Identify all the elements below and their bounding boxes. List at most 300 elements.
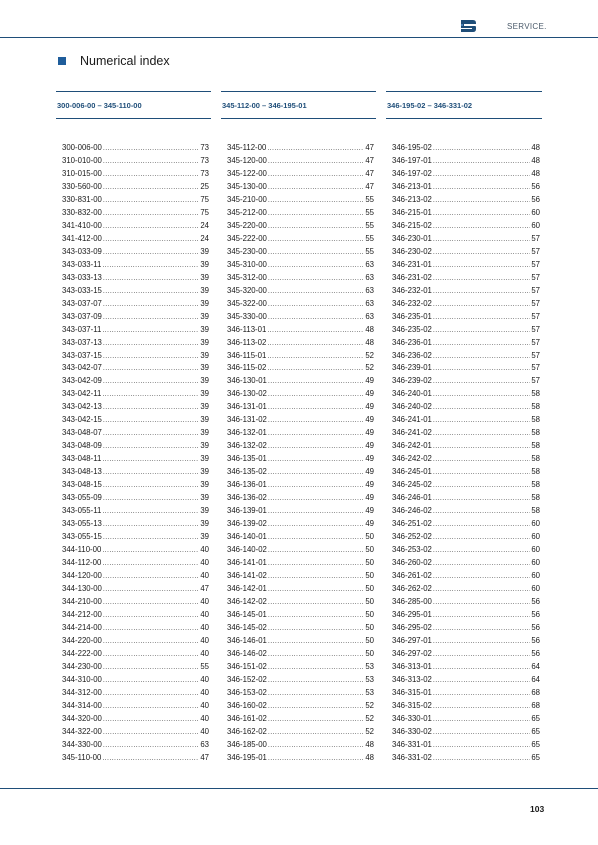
part-number: 343-055-11: [62, 506, 102, 516]
index-row: [62, 713, 209, 726]
dot-leader: [103, 532, 199, 545]
dot-leader: [268, 299, 364, 312]
index-row: [227, 557, 374, 570]
index-row: [227, 285, 374, 298]
part-number: 346-240-01: [392, 389, 432, 399]
part-number: 346-197-01: [392, 155, 432, 165]
index-row: [62, 570, 209, 583]
page-reference: 60: [531, 558, 540, 567]
part-number: 346-130-02: [227, 389, 267, 399]
dot-leader: [433, 415, 530, 428]
page-reference: 40: [200, 635, 209, 645]
dot-leader: [433, 636, 530, 649]
part-number: 346-246-01: [392, 493, 432, 503]
index-row: [392, 375, 540, 388]
part-number: 346-330-02: [392, 726, 432, 736]
part-number: 343-055-13: [62, 519, 102, 529]
dot-leader: [268, 247, 364, 260]
page-reference: 47: [365, 168, 374, 178]
index-row: [227, 272, 374, 285]
part-number: 344-330-00: [62, 739, 102, 749]
dot-leader: [433, 208, 530, 221]
dot-leader: [268, 740, 364, 753]
part-number: 346-131-02: [227, 415, 267, 425]
index-row: [227, 726, 374, 739]
part-number: 346-132-01: [227, 428, 267, 438]
dot-leader: [268, 532, 364, 545]
part-number: 346-136-01: [227, 480, 267, 490]
page-reference: 48: [531, 155, 540, 165]
dot-leader: [433, 545, 530, 558]
part-number: 346-160-02: [227, 700, 267, 710]
index-row: [227, 622, 374, 635]
page-reference: 52: [365, 363, 374, 373]
dot-leader: [268, 402, 364, 415]
page-reference: 57: [531, 246, 540, 256]
page-reference: 39: [200, 311, 209, 321]
index-row: [392, 168, 540, 181]
index-row: [62, 479, 209, 492]
page-reference: 50: [365, 570, 374, 580]
part-number: 343-042-11: [62, 389, 102, 399]
dot-leader: [433, 727, 530, 740]
dot-leader: [433, 441, 530, 454]
index-row: [392, 272, 540, 285]
index-column-3: [392, 142, 540, 765]
page-reference: 40: [200, 687, 209, 697]
dot-leader: [103, 402, 199, 415]
index-row: [392, 622, 540, 635]
page-reference: 55: [365, 207, 374, 217]
part-number: 346-295-01: [392, 609, 432, 619]
dot-leader: [103, 610, 199, 623]
part-number: 330-560-00: [62, 181, 102, 191]
index-row: [392, 362, 540, 375]
dot-leader: [268, 286, 364, 299]
page-reference: 40: [200, 700, 209, 710]
part-number: 345-322-00: [227, 298, 267, 308]
page-reference: 63: [365, 285, 374, 295]
dot-leader: [268, 195, 364, 208]
part-number: 346-135-02: [227, 467, 267, 477]
part-number: 346-195-02: [392, 143, 432, 152]
index-row: [227, 375, 374, 388]
page-reference: 63: [365, 272, 374, 282]
page-reference: 48: [365, 337, 374, 347]
index-row: [227, 142, 374, 155]
dot-leader: [268, 506, 364, 519]
index-row: [62, 155, 209, 168]
dot-leader: [433, 182, 530, 195]
part-number: 346-240-02: [392, 402, 432, 412]
index-row: [227, 233, 374, 246]
page-reference: 60: [531, 545, 540, 555]
part-number: 346-161-02: [227, 713, 267, 723]
index-row: [392, 648, 540, 661]
part-number: 346-146-01: [227, 635, 267, 645]
index-row: [392, 414, 540, 427]
dot-leader: [268, 727, 364, 740]
index-row: [62, 752, 209, 765]
dot-leader: [268, 454, 364, 467]
index-row: [62, 687, 209, 700]
page-reference: 52: [365, 350, 374, 360]
page-reference: 58: [531, 415, 540, 425]
part-number: 346-136-02: [227, 493, 267, 503]
dot-leader: [103, 208, 199, 221]
part-number: 346-145-01: [227, 609, 267, 619]
part-number: 344-112-00: [62, 558, 102, 567]
page-reference: 39: [200, 259, 209, 269]
part-number: 346-231-01: [392, 259, 432, 269]
index-row: [392, 609, 540, 622]
index-row: [392, 661, 540, 674]
part-number: 346-115-01: [227, 350, 267, 360]
index-row: [227, 401, 374, 414]
page-reference: 57: [531, 363, 540, 373]
index-row: [227, 700, 374, 713]
part-number: 346-242-02: [392, 454, 432, 464]
page-reference: 55: [200, 661, 209, 671]
part-number: 343-037-09: [62, 311, 102, 321]
page-reference: 39: [200, 272, 209, 282]
part-number: 346-297-02: [392, 648, 432, 658]
index-row: [227, 635, 374, 648]
page-reference: 50: [365, 622, 374, 632]
index-row: [62, 168, 209, 181]
brand-label: SERVICE.: [507, 22, 547, 31]
part-number: 346-131-01: [227, 402, 267, 412]
page-reference: 58: [531, 467, 540, 477]
index-row: [392, 583, 540, 596]
dot-leader: [268, 662, 364, 675]
index-row: [227, 181, 374, 194]
index-row: [227, 259, 374, 272]
page-reference: 60: [531, 519, 540, 529]
part-number: 344-120-00: [62, 570, 102, 580]
index-row: [227, 687, 374, 700]
index-row: [392, 388, 540, 401]
dot-leader: [268, 714, 364, 727]
dot-leader: [433, 402, 530, 415]
index-row: [392, 207, 540, 220]
part-number: 344-210-00: [62, 596, 102, 606]
part-number: 346-195-01: [227, 752, 267, 762]
part-number: 343-042-13: [62, 402, 102, 412]
dot-leader: [103, 727, 199, 740]
dot-leader: [103, 351, 199, 364]
index-row: [62, 388, 209, 401]
part-number: 346-232-02: [392, 298, 432, 308]
part-number: 346-215-01: [392, 207, 432, 217]
dot-leader: [433, 662, 530, 675]
part-number: 310-015-00: [62, 168, 102, 178]
service-logo-icon: [458, 16, 478, 36]
page-reference: 39: [200, 454, 209, 464]
page-reference: 49: [365, 428, 374, 438]
page-reference: 58: [531, 493, 540, 503]
part-number: 310-010-00: [62, 155, 102, 165]
index-row: [227, 194, 374, 207]
index-row: [227, 414, 374, 427]
page-reference: 39: [200, 363, 209, 373]
part-number: 346-241-01: [392, 415, 432, 425]
index-row: [62, 700, 209, 713]
dot-leader: [268, 623, 364, 636]
part-number: 344-214-00: [62, 622, 102, 632]
index-row: [392, 440, 540, 453]
part-number: 343-055-09: [62, 493, 102, 503]
page-reference: 52: [365, 700, 374, 710]
part-number: 344-222-00: [62, 648, 102, 658]
page-reference: 40: [200, 674, 209, 684]
part-number: 346-140-01: [227, 532, 267, 542]
index-row: [62, 220, 209, 233]
part-number: 345-320-00: [227, 285, 267, 295]
index-row: [392, 700, 540, 713]
page-reference: 60: [531, 570, 540, 580]
index-row: [392, 596, 540, 609]
column-heading-label: 345-112-00 – 346-195-01: [222, 101, 307, 110]
page-reference: 60: [531, 583, 540, 593]
page-reference: 56: [531, 181, 540, 191]
index-row: [62, 207, 209, 220]
dot-leader: [433, 571, 530, 584]
index-row: [227, 479, 374, 492]
index-row: [392, 492, 540, 505]
dot-leader: [268, 701, 364, 714]
part-number: 344-314-00: [62, 700, 102, 710]
part-number: 346-215-02: [392, 220, 432, 230]
index-row: [62, 375, 209, 388]
index-row: [392, 453, 540, 466]
dot-leader: [102, 545, 199, 558]
index-row: [62, 544, 209, 557]
page-reference: 57: [531, 272, 540, 282]
part-number: 346-142-01: [227, 583, 267, 593]
page-reference: 40: [200, 596, 209, 606]
dot-leader: [103, 363, 199, 376]
index-column-2: [227, 142, 374, 765]
page-reference: 75: [200, 207, 209, 217]
part-number: 346-297-01: [392, 635, 432, 645]
part-number: 344-322-00: [62, 726, 102, 736]
part-number: 343-042-15: [62, 415, 102, 425]
page-reference: 39: [200, 376, 209, 386]
page-reference: 39: [200, 415, 209, 425]
dot-leader: [103, 428, 199, 441]
page-reference: 40: [200, 558, 209, 567]
part-number: 346-135-01: [227, 454, 267, 464]
dot-leader: [433, 234, 530, 247]
index-row: [392, 739, 540, 752]
index-row: [392, 687, 540, 700]
page-reference: 56: [531, 596, 540, 606]
part-number: 343-048-11: [62, 454, 102, 464]
page-reference: 49: [365, 376, 374, 386]
index-row: [62, 427, 209, 440]
dot-leader: [433, 714, 530, 727]
dot-leader: [267, 338, 364, 351]
part-number: 346-141-01: [227, 558, 267, 567]
dot-leader: [268, 688, 364, 701]
index-row: [392, 518, 540, 531]
dot-leader: [103, 714, 199, 727]
part-number: 344-110-00: [62, 545, 102, 555]
page-reference: 53: [365, 674, 374, 684]
page-reference: 53: [365, 687, 374, 697]
index-row: [62, 674, 209, 687]
part-number: 346-153-02: [227, 687, 267, 697]
index-row: [62, 635, 209, 648]
part-number: 346-151-02: [227, 661, 267, 671]
dot-leader: [102, 389, 199, 402]
part-number: 346-239-02: [392, 376, 432, 386]
page-reference: 47: [200, 583, 209, 593]
page-reference: 49: [365, 467, 374, 477]
page-reference: 68: [531, 700, 540, 710]
page-reference: 49: [365, 519, 374, 529]
dot-leader: [267, 363, 364, 376]
dot-leader: [103, 299, 199, 312]
part-number: 345-312-00: [227, 272, 267, 282]
part-number: 346-295-02: [392, 622, 432, 632]
page-reference: 47: [365, 181, 374, 191]
dot-leader: [268, 415, 364, 428]
page-reference: 57: [531, 324, 540, 334]
index-row: [227, 311, 374, 324]
part-number: 344-220-00: [62, 635, 102, 645]
page-reference: 55: [365, 220, 374, 230]
page-reference: 39: [200, 298, 209, 308]
index-row: [227, 298, 374, 311]
index-row: [392, 246, 540, 259]
index-row: [392, 479, 540, 492]
part-number: 330-831-00: [62, 194, 102, 204]
page-reference: 50: [365, 596, 374, 606]
dot-leader: [268, 636, 364, 649]
part-number: 346-331-02: [392, 752, 432, 762]
part-number: 345-310-00: [227, 259, 267, 269]
part-number: 346-315-01: [392, 687, 432, 697]
page-reference: 57: [531, 298, 540, 308]
dot-leader: [267, 351, 364, 364]
page-reference: 49: [365, 506, 374, 516]
page-reference: 58: [531, 428, 540, 438]
index-row: [62, 440, 209, 453]
index-row: [62, 259, 209, 272]
part-number: 346-231-02: [392, 272, 432, 282]
part-number: 346-245-02: [392, 480, 432, 490]
dot-leader: [103, 493, 199, 506]
page-reference: 53: [365, 661, 374, 671]
dot-leader: [103, 234, 199, 247]
page-reference: 39: [200, 324, 209, 334]
index-row: [392, 427, 540, 440]
part-number: 346-213-01: [392, 181, 432, 191]
dot-leader: [268, 234, 364, 247]
index-row: [392, 337, 540, 350]
index-row: [392, 311, 540, 324]
dot-leader: [268, 156, 364, 169]
page-reference: 60: [531, 532, 540, 542]
dot-leader: [268, 571, 364, 584]
dot-leader: [102, 558, 199, 571]
page-reference: 55: [365, 246, 374, 256]
dot-leader: [268, 649, 364, 662]
dot-leader: [103, 415, 199, 428]
index-row: [227, 661, 374, 674]
index-row: [62, 401, 209, 414]
dot-leader: [433, 597, 530, 610]
index-row: [392, 220, 540, 233]
part-number: 346-253-02: [392, 545, 432, 555]
dot-leader: [433, 532, 530, 545]
page-reference: 39: [200, 337, 209, 347]
part-number: 346-145-02: [227, 622, 267, 632]
part-number: 344-312-00: [62, 687, 102, 697]
dot-leader: [103, 688, 199, 701]
part-number: 330-832-00: [62, 207, 102, 217]
index-row: [62, 609, 209, 622]
index-row: [227, 362, 374, 375]
page-reference: 63: [365, 311, 374, 321]
dot-leader: [433, 584, 530, 597]
page-reference: 57: [531, 311, 540, 321]
footer-rule: [0, 788, 598, 789]
dot-leader: [433, 389, 530, 402]
page-reference: 63: [365, 298, 374, 308]
index-row: [227, 674, 374, 687]
page-reference: 49: [365, 454, 374, 464]
page-reference: 58: [531, 402, 540, 412]
index-row: [227, 324, 374, 337]
page-reference: 47: [200, 752, 209, 762]
dot-leader: [433, 195, 530, 208]
page-reference: 63: [365, 259, 374, 269]
part-number: 346-213-02: [392, 194, 432, 204]
index-row: [392, 233, 540, 246]
index-row: [227, 544, 374, 557]
index-row: [62, 362, 209, 375]
index-row: [62, 233, 209, 246]
part-number: 346-236-01: [392, 337, 432, 347]
dot-leader: [103, 649, 199, 662]
index-row: [227, 570, 374, 583]
part-number: 346-330-01: [392, 713, 432, 723]
page-reference: 49: [365, 480, 374, 490]
index-row: [392, 181, 540, 194]
page-reference: 55: [365, 194, 374, 204]
index-row: [227, 739, 374, 752]
part-number: 345-230-00: [227, 246, 267, 256]
dot-leader: [433, 312, 530, 325]
column-heading-label: 300-006-00 – 345-110-00: [57, 101, 142, 110]
index-row: [62, 194, 209, 207]
dot-leader: [268, 441, 364, 454]
index-row: [62, 492, 209, 505]
page-reference: 57: [531, 285, 540, 295]
part-number: 343-033-11: [62, 259, 102, 269]
part-number: 346-230-01: [392, 233, 432, 243]
index-row: [392, 194, 540, 207]
page-reference: 50: [365, 635, 374, 645]
dot-leader: [268, 610, 364, 623]
index-row: [227, 350, 374, 363]
dot-leader: [433, 467, 530, 480]
dot-leader: [433, 675, 530, 688]
page-reference: 47: [365, 143, 374, 152]
